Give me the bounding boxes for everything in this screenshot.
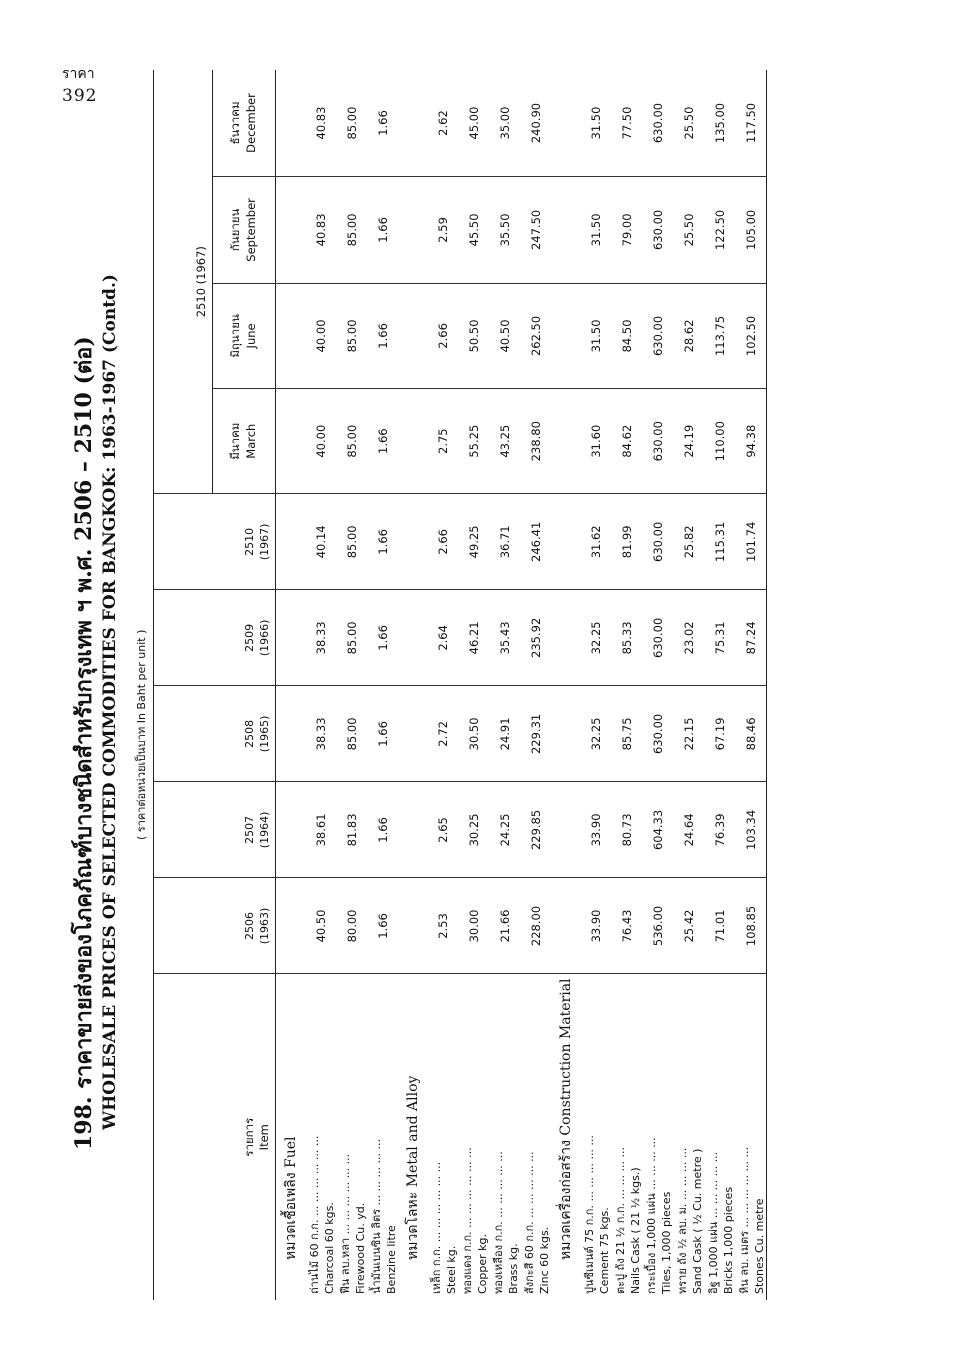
value-cell: 40.50 (305, 878, 336, 974)
item-label-thai: ปูนซีเมนต์ 75 ก.ก. ... ... ... ... ... (583, 1135, 596, 1294)
item-label-english: Zinc 60 kgs. (538, 1226, 551, 1294)
value-cell: 40.83 (305, 177, 336, 284)
value-cell: 80.00 (336, 878, 367, 974)
value-cell: 30.50 (458, 686, 489, 782)
value-cell: 85.00 (336, 686, 367, 782)
item-label-thai: เหล็ก ก.ก. ... ... ... ... ... ... (430, 1161, 443, 1294)
value-cell: 113.75 (704, 283, 735, 388)
value-cell: 80.73 (611, 782, 642, 878)
value-cell: 1.66 (367, 389, 398, 494)
item-label-thai: น้ำมันเบนซิน ลิตร ... ... ... ... ... (370, 1139, 383, 1294)
empty-cell (276, 70, 306, 177)
title-thai: 198. ราคาขายส่งของโภคภัณฑ์บางชนิดสำหรับกรุงเทพ ฯ พ.ศ. 2506 – 2510 (ต่อ) (71, 336, 97, 1150)
value-cell: 40.00 (305, 283, 336, 388)
value-cell: 135.00 (704, 70, 735, 177)
value-cell: 1.66 (367, 177, 398, 284)
item-label-english: Steel kg. (445, 1245, 458, 1294)
value-cell: 2.66 (427, 494, 458, 590)
table-body (276, 70, 767, 1300)
value-cell: 35.00 (489, 70, 520, 177)
value-cell: 33.90 (580, 782, 611, 878)
table-row (305, 70, 336, 1300)
empty-cell (398, 590, 427, 686)
empty-cell (276, 782, 306, 878)
item-cell (336, 974, 367, 1300)
item-label-thai: หิน ลบ. เมตร ... ... ... ... ... ... (738, 1147, 751, 1294)
empty-cell (276, 177, 306, 284)
value-cell: 38.33 (305, 590, 336, 686)
category-label: หมวดเครื่องก่อสร้าง Construction Material (557, 978, 574, 1260)
unit-note: ( ราคาต่อหน่วยเป็นบาท In Baht per unit ) (135, 629, 148, 840)
value-cell: 75.31 (704, 590, 735, 686)
value-cell: 67.19 (704, 686, 735, 782)
table-row (520, 70, 551, 1300)
item-cell (367, 974, 398, 1300)
value-cell: 31.60 (580, 389, 611, 494)
value-cell: 30.00 (458, 878, 489, 974)
year-header-2510: 2510 (1967) (154, 494, 276, 590)
value-cell: 2.65 (427, 782, 458, 878)
item-cell (520, 974, 551, 1300)
value-cell: 33.90 (580, 878, 611, 974)
item-label-english: Copper kg. (476, 1233, 489, 1294)
table-row (704, 70, 735, 1300)
rotated-table-block (48, 70, 908, 1300)
value-cell: 25.50 (673, 177, 704, 284)
year-header-2509: 2509 (1966) (154, 590, 276, 686)
value-cell: 235.92 (520, 590, 551, 686)
value-cell: 31.50 (580, 283, 611, 388)
value-cell: 1.66 (367, 590, 398, 686)
value-cell: 85.00 (336, 494, 367, 590)
value-cell: 85.00 (336, 283, 367, 388)
empty-cell (398, 686, 427, 782)
price-table (153, 70, 767, 1300)
year-header-2507: 2507 (1964) (154, 782, 276, 878)
value-cell: 76.43 (611, 878, 642, 974)
value-cell: 1.66 (367, 878, 398, 974)
value-cell: 115.31 (704, 494, 735, 590)
value-cell: 105.00 (735, 177, 767, 284)
empty-cell (551, 177, 580, 284)
value-cell: 38.33 (305, 686, 336, 782)
value-cell: 238.80 (520, 389, 551, 494)
value-cell: 31.50 (580, 177, 611, 284)
value-cell: 85.75 (611, 686, 642, 782)
month-header-march: มีนาคม March (213, 389, 276, 494)
empty-cell (551, 283, 580, 388)
item-label-english: Charcoal 60 kgs. (323, 1202, 336, 1294)
value-cell: 31.50 (580, 70, 611, 177)
value-cell: 76.39 (704, 782, 735, 878)
empty-cell (551, 782, 580, 878)
value-cell: 35.50 (489, 177, 520, 284)
value-cell: 630.00 (642, 177, 673, 284)
item-label-english: Bricks 1,000 pieces (722, 1186, 735, 1294)
value-cell: 30.25 (458, 782, 489, 878)
item-header-english: Item (257, 1124, 272, 1151)
item-cell (735, 974, 767, 1300)
value-cell: 25.42 (673, 878, 704, 974)
title-english: WHOLESALE PRICES OF SELECTED COMMODITIES FOR BANGKOK: 1963-1967 (Contd.) (100, 274, 120, 1130)
empty-cell (398, 389, 427, 494)
value-cell: 85.33 (611, 590, 642, 686)
value-cell: 55.25 (458, 389, 489, 494)
value-cell: 85.00 (336, 389, 367, 494)
item-label-english: Nails Cask ( 21 ½ kgs.) (629, 1167, 642, 1294)
value-cell: 79.00 (611, 177, 642, 284)
empty-cell (551, 590, 580, 686)
value-cell: 88.46 (735, 686, 767, 782)
empty-cell (398, 878, 427, 974)
value-cell: 25.50 (673, 70, 704, 177)
value-cell: 2.72 (427, 686, 458, 782)
category-row (398, 70, 427, 1300)
item-label-english: Sand Cask ( ½ Cu. metre ) (691, 1148, 704, 1294)
empty-cell (398, 283, 427, 388)
table-row (427, 70, 458, 1300)
empty-cell (398, 70, 427, 177)
year-header-2506: 2506 (1963) (154, 878, 276, 974)
value-cell: 604.33 (642, 782, 673, 878)
value-cell: 32.25 (580, 590, 611, 686)
value-cell: 228.00 (520, 878, 551, 974)
item-label-thai: อิฐ 1,000 แผ่น ... ... ... ... ... (707, 1151, 720, 1294)
item-label-thai: ฟืน ลบ.หลา ... ... ... ... ... ... (339, 1153, 352, 1294)
value-cell: 46.21 (458, 590, 489, 686)
value-cell: 247.50 (520, 177, 551, 284)
empty-cell (398, 177, 427, 284)
category-row (276, 70, 306, 1300)
item-label-english: Cement 75 kgs. (598, 1207, 611, 1294)
value-cell: 36.71 (489, 494, 520, 590)
empty-cell (276, 590, 306, 686)
item-cell (427, 974, 458, 1300)
empty-cell (398, 782, 427, 878)
value-cell: 87.24 (735, 590, 767, 686)
value-cell: 630.00 (642, 70, 673, 177)
value-cell: 2.59 (427, 177, 458, 284)
empty-cell (276, 494, 306, 590)
value-cell: 2.64 (427, 590, 458, 686)
item-cell (489, 974, 520, 1300)
value-cell: 21.66 (489, 878, 520, 974)
value-cell: 71.01 (704, 878, 735, 974)
table-row (642, 70, 673, 1300)
value-cell: 85.00 (336, 590, 367, 686)
item-label-thai: ทองแดง ก.ก. ... ... ... ... ... ... (461, 1147, 474, 1294)
page-number: 392 (62, 86, 98, 107)
item-header-thai: รายการ (241, 1117, 256, 1157)
value-cell: 1.66 (367, 494, 398, 590)
value-cell: 2.75 (427, 389, 458, 494)
month-header-june: มิถุนายน June (213, 283, 276, 388)
value-cell: 43.25 (489, 389, 520, 494)
item-cell (704, 974, 735, 1300)
value-cell: 630.00 (642, 389, 673, 494)
value-cell: 28.62 (673, 283, 704, 388)
item-label-english: Tiles, 1,000 pieces (660, 1191, 673, 1294)
value-cell: 240.90 (520, 70, 551, 177)
value-cell: 102.50 (735, 283, 767, 388)
value-cell: 229.85 (520, 782, 551, 878)
value-cell: 31.62 (580, 494, 611, 590)
table-row (611, 70, 642, 1300)
value-cell: 25.82 (673, 494, 704, 590)
value-cell: 24.64 (673, 782, 704, 878)
value-cell: 45.00 (458, 70, 489, 177)
empty-cell (276, 878, 306, 974)
table-row (458, 70, 489, 1300)
value-cell: 262.50 (520, 283, 551, 388)
value-cell: 1.66 (367, 686, 398, 782)
value-cell: 122.50 (704, 177, 735, 284)
value-cell: 630.00 (642, 283, 673, 388)
value-cell: 2.66 (427, 283, 458, 388)
item-cell (580, 974, 611, 1300)
value-cell: 108.85 (735, 878, 767, 974)
value-cell: 1.66 (367, 70, 398, 177)
category-row (551, 70, 580, 1300)
empty-cell (551, 70, 580, 177)
value-cell: 1.66 (367, 782, 398, 878)
value-cell: 94.38 (735, 389, 767, 494)
value-cell: 23.02 (673, 590, 704, 686)
empty-cell (398, 494, 427, 590)
value-cell: 45.50 (458, 177, 489, 284)
table-row (367, 70, 398, 1300)
value-cell: 630.00 (642, 590, 673, 686)
month-header-september: กันยายน September (213, 177, 276, 284)
value-cell: 24.19 (673, 389, 704, 494)
value-cell: 103.34 (735, 782, 767, 878)
empty-cell (551, 389, 580, 494)
value-cell: 110.00 (704, 389, 735, 494)
item-label-english: Stones Cu. metre (753, 1198, 766, 1294)
item-label-english: Benzine litre (385, 1225, 398, 1294)
empty-cell (276, 283, 306, 388)
item-label-thai: กระเบื้อง 1,000 แผ่น ... ... ... ... (645, 1137, 658, 1294)
value-cell: 1.66 (367, 283, 398, 388)
table-row (336, 70, 367, 1300)
item-label-thai: สังกะสี 60 ก.ก. ... ... ... ... ... (523, 1151, 536, 1294)
item-header (154, 974, 276, 1300)
value-cell: 40.50 (489, 283, 520, 388)
value-cell: 50.50 (458, 283, 489, 388)
value-cell: 630.00 (642, 686, 673, 782)
value-cell: 81.99 (611, 494, 642, 590)
value-cell: 85.00 (336, 177, 367, 284)
value-cell: 536.00 (642, 878, 673, 974)
value-cell: 81.83 (336, 782, 367, 878)
value-cell: 229.31 (520, 686, 551, 782)
value-cell: 22.15 (673, 686, 704, 782)
item-label-english: Brass kg. (507, 1243, 520, 1294)
value-cell: 32.25 (580, 686, 611, 782)
value-cell: 117.50 (735, 70, 767, 177)
value-cell: 2.53 (427, 878, 458, 974)
value-cell: 2.62 (427, 70, 458, 177)
month-header-december: ธันวาคม December (213, 70, 276, 177)
item-label-thai: ทราย ถัง ½ ลบ. ม. ... ... ... ... (676, 1147, 689, 1294)
value-cell: 40.83 (305, 70, 336, 177)
item-label-thai: ตะปู ถัง 21 ½ ก.ก. ... ... ... ... (614, 1147, 627, 1294)
table-row (489, 70, 520, 1300)
empty-cell (551, 494, 580, 590)
year-group-header: 2510 (1967) (154, 70, 213, 494)
value-cell: 84.62 (611, 389, 642, 494)
table-row (735, 70, 767, 1300)
item-label-thai: ถ่านไม้ 60 ก.ก. ... ... ... ... ... ... (308, 1135, 321, 1294)
item-label-thai: ทองเหลือง ก.ก. ... ... ... ... ... (492, 1151, 505, 1294)
value-cell: 84.50 (611, 283, 642, 388)
item-cell (458, 974, 489, 1300)
empty-cell (551, 686, 580, 782)
value-cell: 630.00 (642, 494, 673, 590)
item-cell (673, 974, 704, 1300)
item-label-english: Firewood Cu. yd. (354, 1202, 367, 1294)
category-label: หมวดเชื้อเพลิง Fuel (282, 1136, 299, 1260)
empty-cell (276, 389, 306, 494)
value-cell: 85.00 (336, 70, 367, 177)
empty-cell (551, 878, 580, 974)
value-cell: 49.25 (458, 494, 489, 590)
value-cell: 24.25 (489, 782, 520, 878)
value-cell: 38.61 (305, 782, 336, 878)
item-cell (611, 974, 642, 1300)
value-cell: 35.43 (489, 590, 520, 686)
table-row (580, 70, 611, 1300)
item-cell (305, 974, 336, 1300)
empty-cell (276, 686, 306, 782)
table-row (673, 70, 704, 1300)
value-cell: 40.14 (305, 494, 336, 590)
value-cell: 77.50 (611, 70, 642, 177)
category-label: หมวดโลหะ Metal and Alloy (404, 1075, 421, 1260)
year-header-2508: 2508 (1965) (154, 686, 276, 782)
item-cell (642, 974, 673, 1300)
value-cell: 24.91 (489, 686, 520, 782)
value-cell: 101.74 (735, 494, 767, 590)
value-cell: 40.00 (305, 389, 336, 494)
page-label-text: ราคา (62, 66, 95, 82)
value-cell: 246.41 (520, 494, 551, 590)
